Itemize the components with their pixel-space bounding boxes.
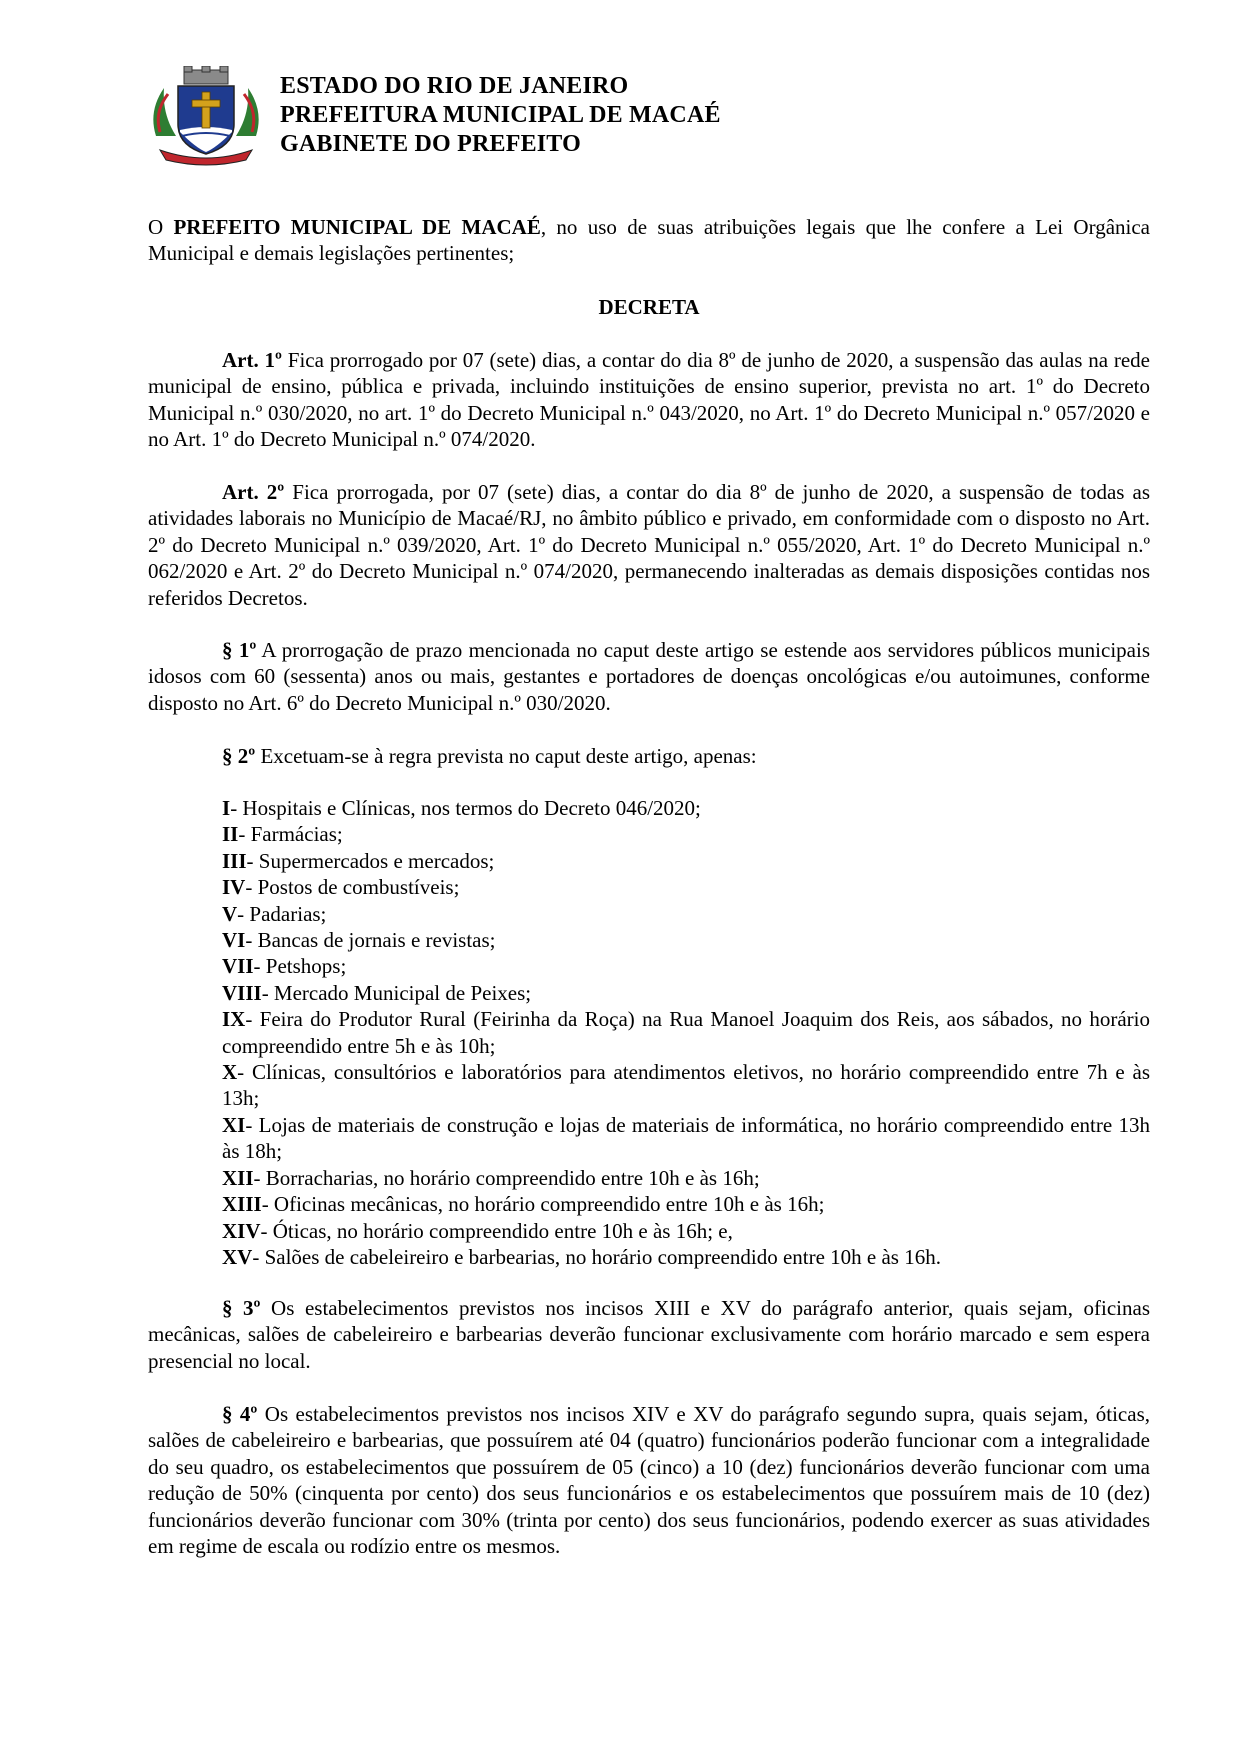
list-item xyxy=(222,821,1150,847)
list-item xyxy=(222,1244,1150,1270)
list-item-text: - Borracharias, no horário compreendido entre 10h e às 16h; xyxy=(253,1165,760,1190)
list-item-label: XII xyxy=(222,1165,254,1190)
exceptions-list xyxy=(148,795,1150,1270)
article-1-label: Art. 1º xyxy=(222,348,282,372)
list-item-text: - Farmácias; xyxy=(238,822,343,847)
list-item-label: IX xyxy=(222,1007,246,1032)
list-item xyxy=(222,980,1150,1006)
list-item-label: II xyxy=(222,822,239,847)
list-item xyxy=(222,1006,1150,1059)
list-item-text: - Supermercados e mercados; xyxy=(246,848,495,873)
article-2 xyxy=(148,479,1150,611)
letterhead xyxy=(146,66,846,166)
header-office: GABINETE DO PREFEITO xyxy=(280,131,581,157)
list-item xyxy=(222,1112,1150,1165)
paragraph-3 xyxy=(148,1295,1150,1374)
list-item-text: - Hospitais e Clínicas, nos termos do Decreto 046/2020; xyxy=(230,796,701,820)
list-item xyxy=(222,848,1150,874)
list-item-text: - Bancas de jornais e revistas; xyxy=(245,928,496,953)
decreta-title: DECRETA xyxy=(598,295,700,319)
paragraph-4-text: Os estabelecimentos previstos nos incisos XIV e XV do parágrafo segundo supra, quais sejam, óticas, salões de cabeleireiro e barbearias, que possuírem até 04 (quatro) funcionários poderão funcionar com a integralidade do seu quadro, os estabelecimentos que possuírem de 05 (cinco) a 10 (dez) funcionários deverão funcionar com uma redução de 50% (cinquenta por cento) dos seus funcionários e os estabelecimentos que possuírem mais de 10 (dez) funcionários deverão funcionar com 30% (trinta por cento) dos seus funcionários, podendo exercer as suas atividades em regime de escala ou rodízio entre os mesmos. xyxy=(148,1402,1150,1559)
list-item-text: - Oficinas mecânicas, no horário compreendido entre 10h e às 16h; xyxy=(261,1192,825,1217)
preamble-rest: , no uso de suas atribuições legais que lhe confere a Lei Orgânica Municipal e demais legislações pertinentes; xyxy=(148,215,1150,266)
exceptions-list-container xyxy=(148,795,1150,1270)
coat-of-arms-icon xyxy=(146,66,266,166)
paragraph-1-text: A prorrogação de prazo mencionada no caput deste artigo se estende aos servidores públicos municipais idosos com 60 (sessenta) anos ou mais, gestantes e portadores de doenças oncológicas e/ou autoimunes, conforme disposto no Art. 6º do Decreto Municipal n.º 030/2020. xyxy=(148,638,1150,715)
paragraph-1 xyxy=(148,637,1150,716)
list-item xyxy=(222,1191,1150,1217)
list-item xyxy=(222,901,1150,927)
list-item-label: XI xyxy=(222,1112,246,1137)
list-item-text: - Lojas de materiais de construção e lojas de materiais de informática, no horário compreendido entre 13h às 18h; xyxy=(222,1112,1150,1164)
list-item-text: - Feira do Produtor Rural (Feirinha da Roça) na Rua Manoel Joaquim dos Reis, aos sábados, no horário compreendido entre 5h e às 10h; xyxy=(222,1007,1150,1058)
list-item-label: X xyxy=(222,1060,238,1085)
list-item xyxy=(222,953,1150,979)
list-item-label: XIII xyxy=(222,1192,262,1217)
list-item xyxy=(222,795,1150,821)
list-item-label: I xyxy=(222,796,231,820)
list-item-label: IV xyxy=(222,875,246,900)
article-1-text: Fica prorrogado por 07 (sete) dias, a contar do dia 8º de junho de 2020, a suspensão das aulas na rede municipal de ensino, pública e privada, incluindo instituições de ensino superior, prevista no art. 1º do Decreto Municipal n.º 030/2020, no art. 1º do Decreto Municipal n.º 043/2020, no Art. 1º do Decreto Municipal n.º 057/2020 e no Art. 1º do Decreto Municipal n.º 074/2020. xyxy=(148,348,1150,452)
paragraph-3-text: Os estabelecimentos previstos nos incisos XIII e XV do parágrafo anterior, quais sejam, oficinas mecânicas, salões de cabeleireiro e barbearias deverão funcionar exclusivamente com horário marcado e sem espera presencial no local. xyxy=(148,1296,1151,1373)
paragraph-1-label: § 1º xyxy=(222,638,257,662)
list-item xyxy=(222,1218,1150,1244)
list-item-text: - Salões de cabeleireiro e barbearias, no horário compreendido entre 10h e às 16h. xyxy=(252,1244,941,1269)
paragraph-2 xyxy=(148,743,1150,769)
paragraph-2-text: Excetuam-se à regra prevista no caput deste artigo, apenas: xyxy=(255,744,757,768)
list-item-label: XV xyxy=(222,1244,253,1269)
list-item-label: VII xyxy=(222,954,254,979)
decreta-heading xyxy=(148,294,1150,320)
list-item xyxy=(222,1165,1150,1191)
paragraph-4 xyxy=(148,1401,1150,1559)
article-2-text: Fica prorrogada, por 07 (sete) dias, a contar do dia 8º de junho de 2020, a suspensão de todas as atividades laborais no Município de Macaé/RJ, no âmbito público e privado, em conformidade com o disposto no Art. 2º do Decreto Municipal n.º 039/2020, Art. 1º do Decreto Municipal n.º 055/2020, Art. 1º do Decreto Municipal n.º 062/2020 e Art. 2º do Decreto Municipal n.º 074/2020, permanecendo inalteradas as demais disposições contidas nos referidos Decretos. xyxy=(148,480,1150,610)
list-item-label: V xyxy=(222,901,238,926)
preamble-bold: PREFEITO MUNICIPAL DE MACAÉ xyxy=(173,215,541,239)
list-item-text: - Clínicas, consultórios e laboratórios para atendimentos eletivos, no horário compreendido entre 7h e às 13h; xyxy=(222,1060,1150,1111)
list-item xyxy=(222,927,1150,953)
list-item-label: VI xyxy=(222,928,246,953)
paragraph-4-label: § 4º xyxy=(222,1402,258,1426)
list-item xyxy=(222,1059,1150,1112)
list-item-label: III xyxy=(222,848,247,873)
list-item-label: VIII xyxy=(222,980,262,1005)
header-prefecture: PREFEITURA MUNICIPAL DE MACAÉ xyxy=(280,102,721,128)
list-item-text: - Padarias; xyxy=(237,901,327,926)
article-1 xyxy=(148,347,1150,453)
paragraph-3-label: § 3º xyxy=(222,1296,261,1320)
header-state: ESTADO DO RIO DE JANEIRO xyxy=(280,73,629,99)
article-2-label: Art. 2º xyxy=(222,480,285,504)
preamble xyxy=(148,214,1150,267)
paragraph-2-label: § 2º xyxy=(222,744,256,768)
list-item-text: - Mercado Municipal de Peixes; xyxy=(261,980,532,1005)
list-item-label: XIV xyxy=(222,1218,261,1243)
list-item xyxy=(222,874,1150,900)
list-item-text: - Postos de combustíveis; xyxy=(245,875,460,900)
list-item-text: - Petshops; xyxy=(253,954,347,979)
list-item-text: - Óticas, no horário compreendido entre 10h e às 16h; e, xyxy=(260,1218,733,1243)
preamble-lead: O xyxy=(148,215,174,239)
